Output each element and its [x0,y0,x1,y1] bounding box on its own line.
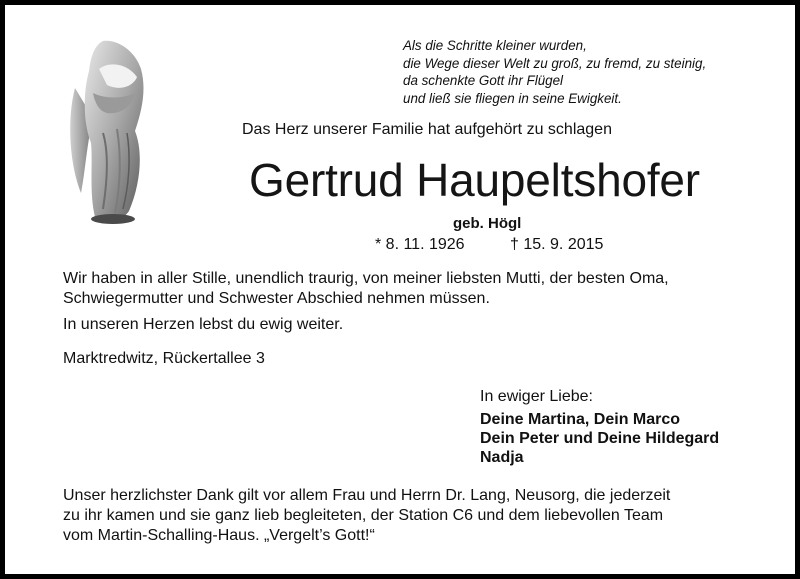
intro-text: Das Herz unserer Familie hat aufgehört zu schlagen [242,121,612,138]
poem-line: und ließ sie fliegen in seine Ewigkeit. [403,90,622,106]
signer: Dein Peter und Deine Hildegard [480,430,720,447]
poem [403,37,783,107]
text-line: Unser herzlichster Dank gilt vor allem Frau und Herrn Dr. Lang, Neusorg, die jederzeit [63,487,671,504]
poem-line: Als die Schritte kleiner wurden, [403,38,587,53]
signers-intro: In ewiger Liebe: [480,388,593,405]
farewell-paragraph [63,269,783,309]
angel-statue-image [63,33,153,228]
address: Marktredwitz, Rückertallee 3 [63,350,265,367]
text-line: vom Martin-Schalling-Haus. „Vergelt’s Gott!“ [63,527,375,544]
signer: Nadja [480,449,524,466]
remembrance-line: In unseren Herzen lebst du ewig weiter. [63,316,344,333]
text-line: Wir haben in aller Stille, unendlich traurig, von meiner liebsten Mutti, der besten Oma, [63,270,669,287]
deceased-name: Gertrud Haupeltshofer [249,154,700,206]
poem-line: die Wege dieser Welt zu groß, zu fremd, zu steinig, [403,55,707,71]
thanks-paragraph [63,486,783,546]
poem-line: da schenkte Gott ihr Flügel [403,73,564,88]
signer: Deine Martina, Dein Marco [480,411,681,428]
text-line: zu ihr kamen und sie ganz lieb begleiteten, der Station C6 und dem liebevollen Team [63,507,664,524]
maiden-name: geb. Högl [453,215,522,232]
signers-list [480,410,719,467]
death-date: † 15. 9. 2015 [510,236,604,253]
text-line: Schwiegermutter und Schwester Abschied nehmen müssen. [63,290,490,307]
birth-date: * 8. 11. 1926 [375,236,465,253]
life-dates [375,236,603,254]
